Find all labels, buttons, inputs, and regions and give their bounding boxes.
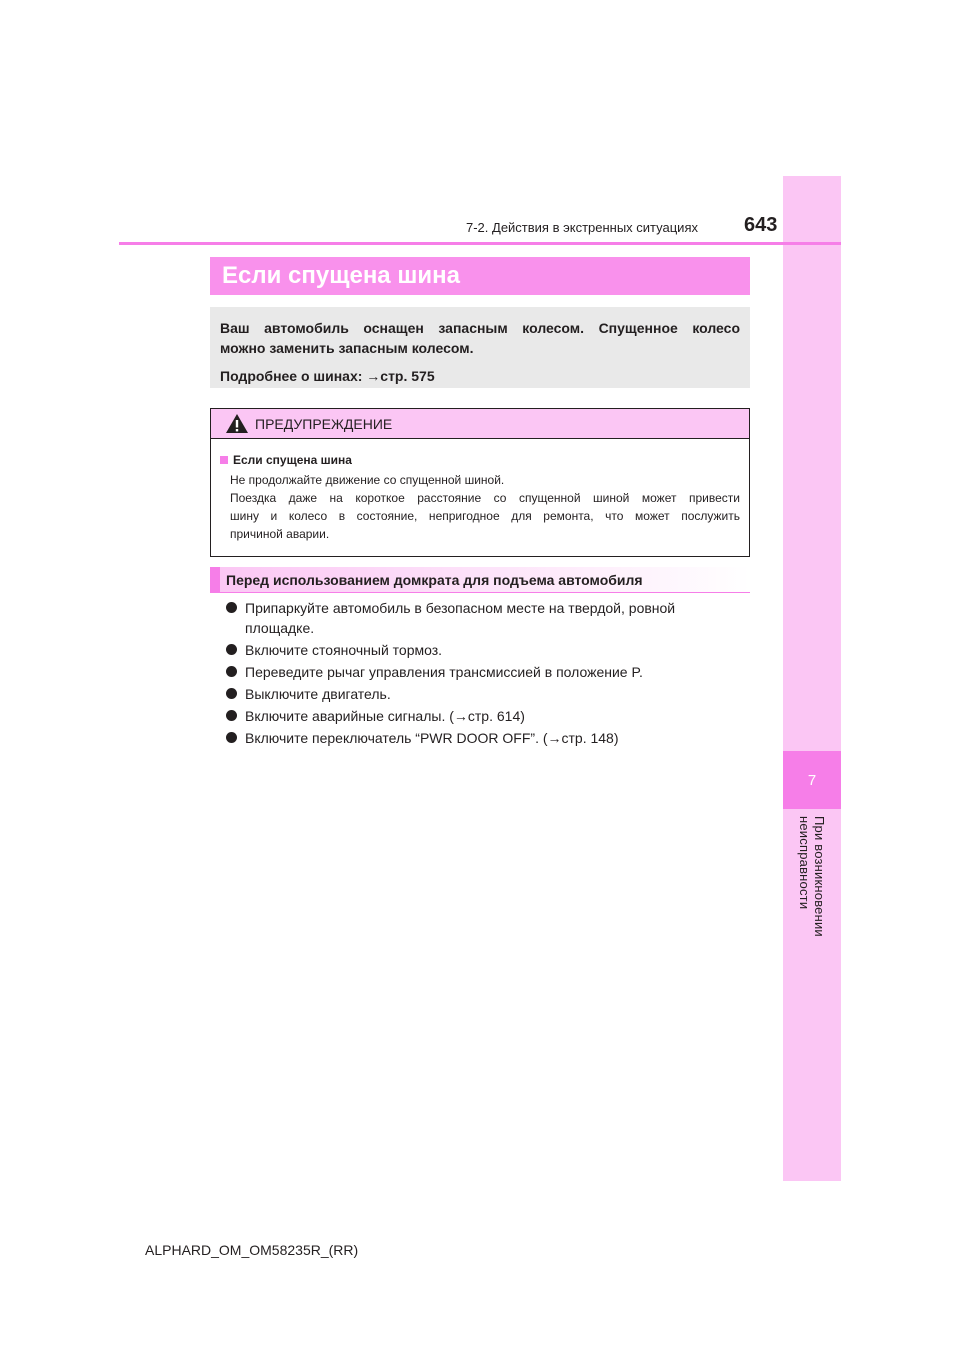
list-item bbox=[224, 662, 748, 682]
header-section-title: 7-2. Действия в экстренных ситуациях bbox=[466, 220, 698, 235]
heading-accent bbox=[210, 567, 220, 593]
intro-line: Ваш автомобиль оснащен запасным колесом. Спущенное колесо bbox=[220, 320, 740, 336]
warning-body bbox=[211, 439, 749, 543]
list-item-text: Включите переключатель “PWR DOOR OFF”. (→стр. 148) bbox=[245, 730, 619, 746]
warning-title: ПРЕДУПРЕЖДЕНИЕ bbox=[255, 415, 393, 432]
list-item-text: Переведите рычаг управления трансмиссией в положение P. bbox=[245, 664, 643, 680]
list-item-text: Выключите двигатель. bbox=[245, 686, 391, 702]
warning-triangle-icon bbox=[225, 413, 249, 434]
bullet-dot-icon bbox=[226, 602, 237, 613]
list-item bbox=[224, 598, 748, 638]
intro-reference: Подробнее о шинах: →стр. 575 bbox=[220, 368, 435, 384]
chapter-number: 7 bbox=[783, 751, 841, 809]
list-item-text: Включите стояночный тормоз. bbox=[245, 642, 443, 658]
page-title: Если спущена шина bbox=[210, 257, 750, 295]
bullet-dot-icon bbox=[226, 688, 237, 699]
bullet-dot-icon bbox=[226, 710, 237, 721]
page-number: 643 bbox=[744, 214, 778, 236]
intro-line: можно заменить запасным колесом. bbox=[220, 340, 474, 356]
bullet-dot-icon bbox=[226, 732, 237, 743]
section-heading-text: Перед использованием домкрата для подъема автомобиля bbox=[226, 571, 643, 588]
square-bullet-icon bbox=[220, 456, 228, 464]
warning-box bbox=[210, 408, 750, 557]
warning-subheading-text: Если спущена шина bbox=[233, 453, 352, 467]
section-heading bbox=[210, 567, 750, 593]
warning-text: причиной аварии. bbox=[230, 527, 330, 541]
warning-text: шину и колесо в состояние, непригодное для ремонта, что может послужить bbox=[230, 509, 740, 523]
list-item-text: площадке. bbox=[245, 620, 315, 636]
bullet-dot-icon bbox=[226, 666, 237, 677]
warning-header bbox=[211, 409, 749, 439]
list-item-text: Включите аварийные сигналы. (→стр. 614) bbox=[245, 708, 525, 724]
warning-subheading bbox=[220, 451, 740, 469]
list-item bbox=[224, 684, 748, 704]
side-tab bbox=[783, 176, 841, 1181]
list-item bbox=[224, 706, 748, 726]
warning-text: Поездка даже на короткое расстояние со спущенной шиной может привести bbox=[230, 491, 740, 505]
warning-text: Не продолжайте движение со спущенной шиной. bbox=[230, 473, 505, 487]
header-rule bbox=[119, 242, 841, 245]
intro-box bbox=[210, 307, 750, 388]
chapter-label: При возникновении неисправности bbox=[797, 816, 827, 937]
bullet-list bbox=[224, 598, 748, 750]
bullet-dot-icon bbox=[226, 644, 237, 655]
list-item-text: Припаркуйте автомобиль в безопасном месте на твердой, ровной bbox=[245, 600, 676, 616]
list-item bbox=[224, 640, 748, 660]
list-item bbox=[224, 728, 748, 748]
document-code: ALPHARD_OM_OM58235R_(RR) bbox=[145, 1242, 359, 1258]
